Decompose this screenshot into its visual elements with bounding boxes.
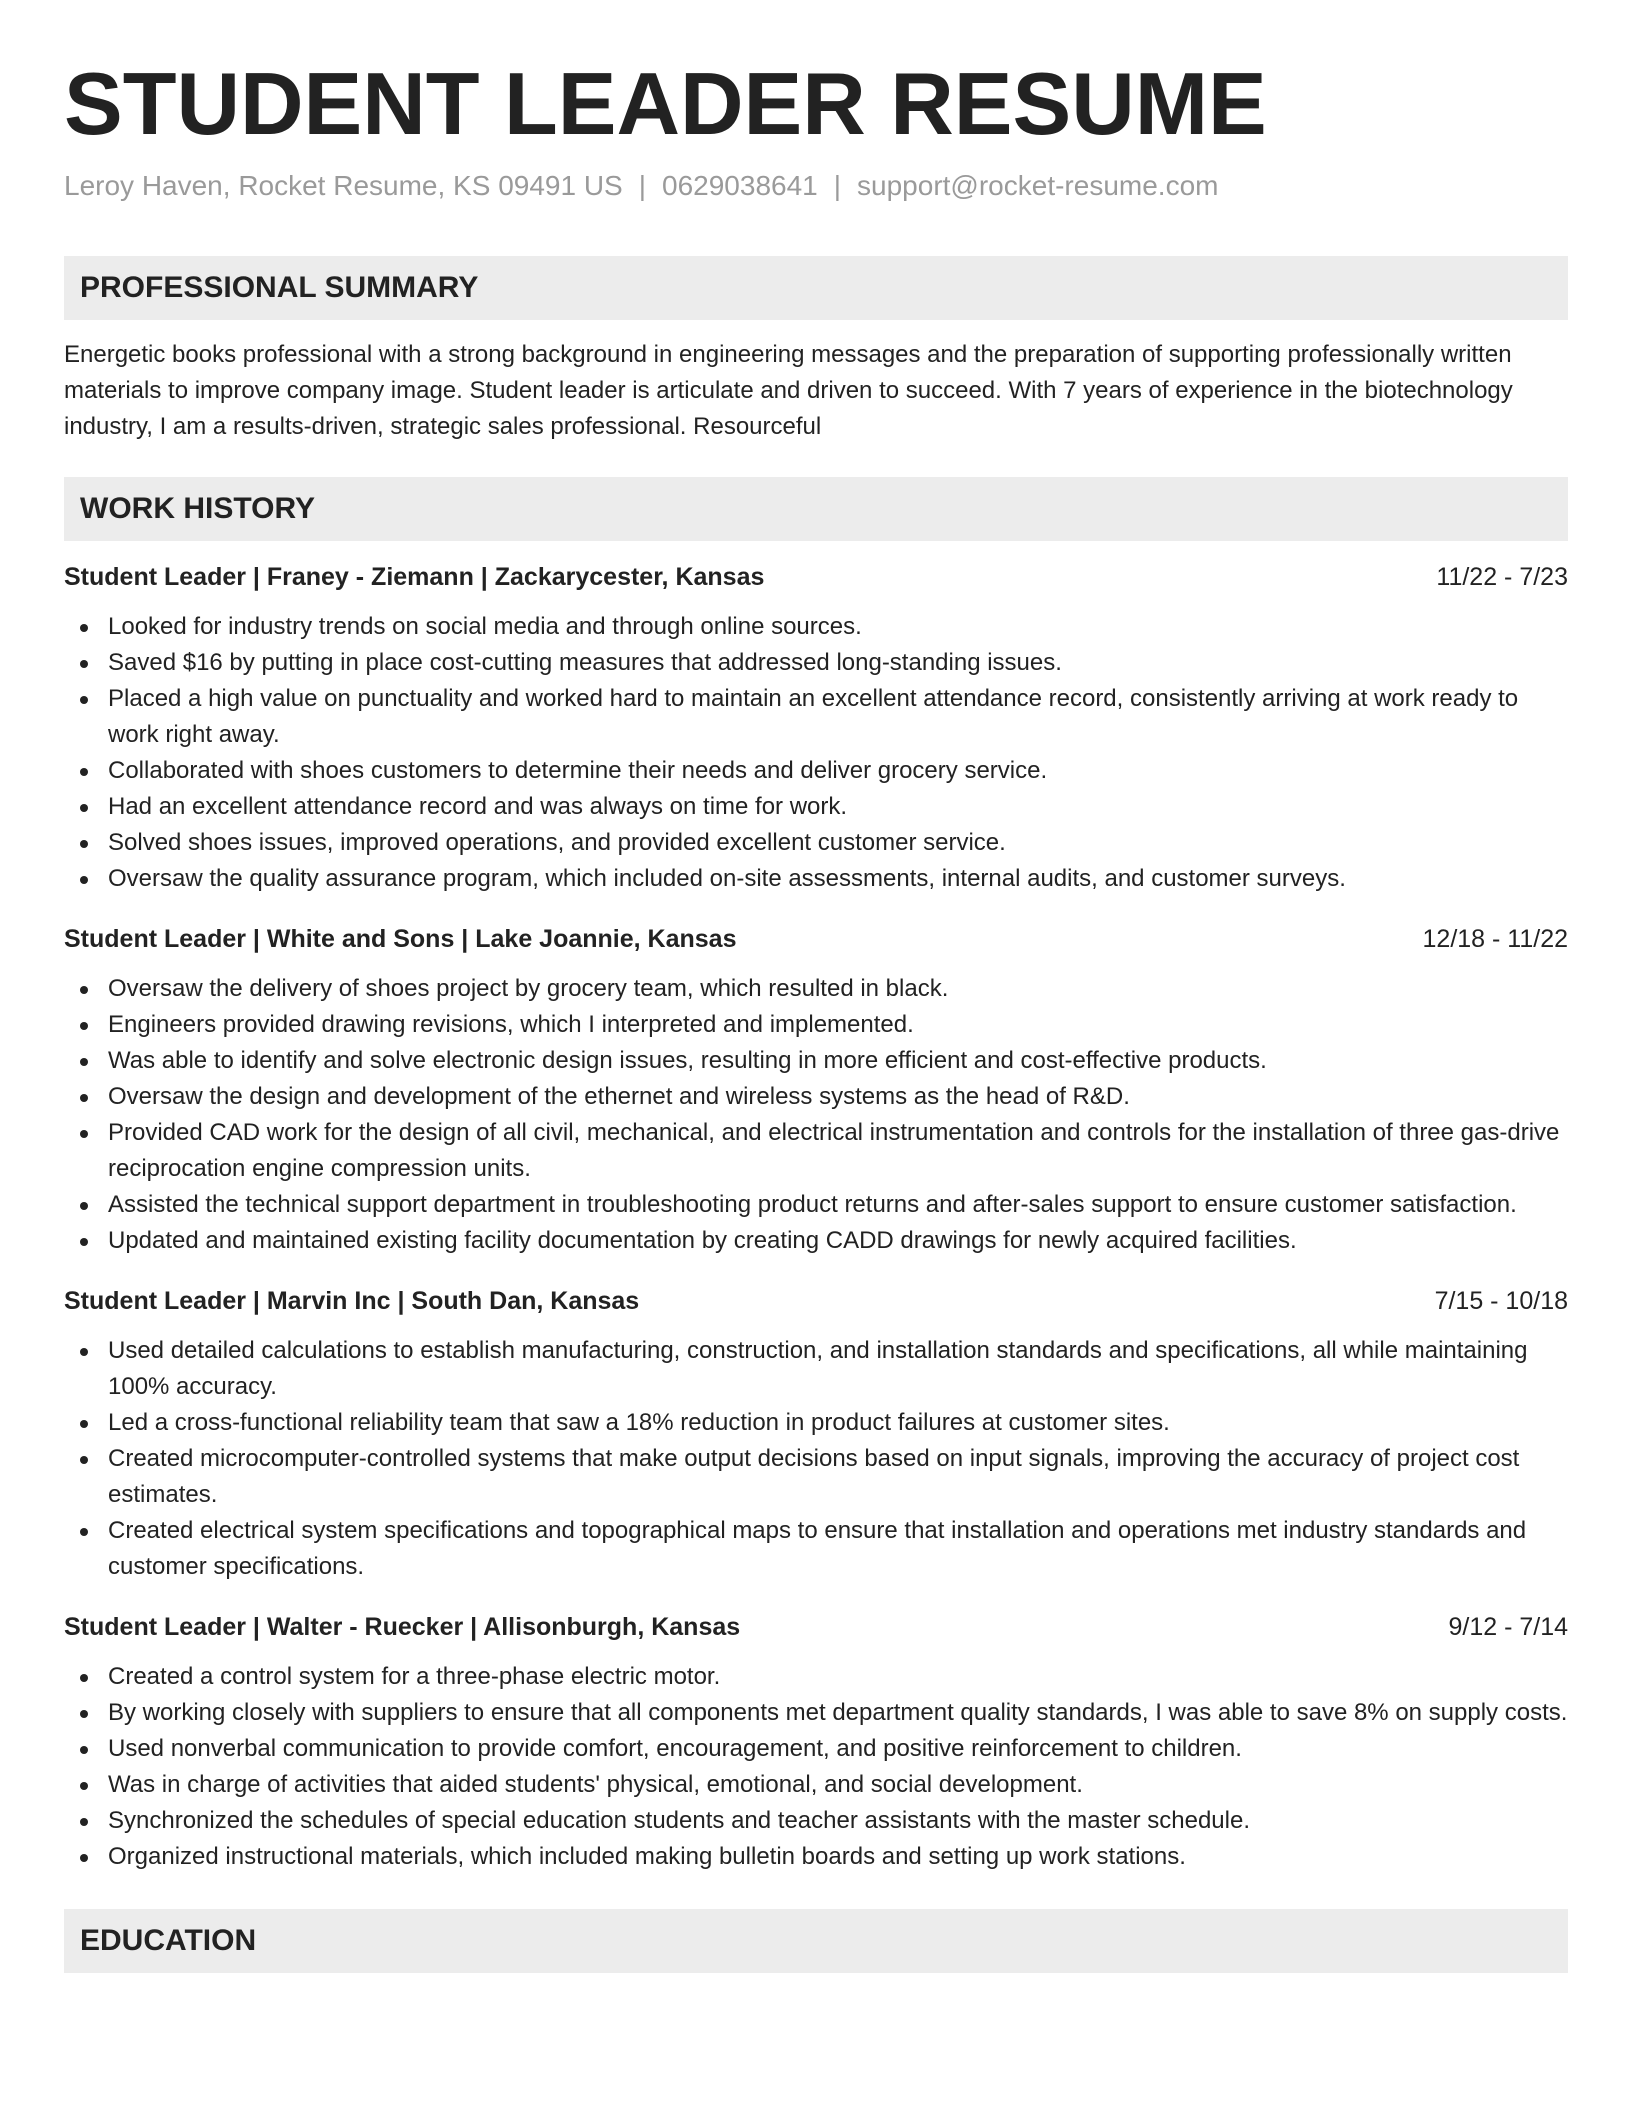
job-bullet-list — [64, 609, 1568, 897]
job-bullet: Assisted the technical support department in troubleshooting product returns and after-sales support to ensure customer satisfaction. — [64, 1187, 1568, 1223]
job-bullet: Created microcomputer-controlled systems that make output decisions based on input signals, improving the accuracy of project cost estimates. — [64, 1441, 1568, 1513]
page-title: STUDENT LEADER RESUME — [64, 54, 1267, 153]
contact-separator: | — [833, 170, 842, 201]
job-title: Student Leader | Franey - Ziemann | Zackarycester, Kansas — [64, 563, 765, 591]
summary-text: Energetic books professional with a strong background in engineering messages and the preparation of supporting professionally written materials to improve company image. Student leader is articulate and driven to succeed. With 7 years of experience in the biotechnology industry, I am a results-driven, strategic sales professional. Resourceful — [64, 341, 1513, 440]
job-dates: 9/12 - 7/14 — [1448, 1613, 1568, 1641]
job-header — [64, 1283, 1568, 1319]
work-history-list — [64, 559, 1568, 1875]
job-entry — [64, 1609, 1568, 1875]
job-header — [64, 1609, 1568, 1645]
job-bullet: Was able to identify and solve electronic design issues, resulting in more efficient and cost-effective products. — [64, 1043, 1568, 1079]
job-bullet: Was in charge of activities that aided students' physical, emotional, and social development. — [64, 1767, 1568, 1803]
job-bullet-list — [64, 1333, 1568, 1585]
job-bullet: Oversaw the design and development of the ethernet and wireless systems as the head of R&D. — [64, 1079, 1568, 1115]
job-dates: 11/22 - 7/23 — [1436, 563, 1568, 591]
job-bullet: Organized instructional materials, which included making bulletin boards and setting up work stations. — [64, 1839, 1568, 1875]
job-bullet: Solved shoes issues, improved operations, and provided excellent customer service. — [64, 825, 1568, 861]
job-header — [64, 921, 1568, 957]
contact-line — [64, 168, 1568, 204]
job-bullet: By working closely with suppliers to ensure that all components met department quality standards, I was able to save 8% on supply costs. — [64, 1695, 1568, 1731]
job-title: Student Leader | Walter - Ruecker | Allisonburgh, Kansas — [64, 1613, 741, 1641]
job-bullet: Used detailed calculations to establish manufacturing, construction, and installation standards and specifications, all while maintaining 100% accuracy. — [64, 1333, 1568, 1405]
job-entry — [64, 559, 1568, 897]
job-bullet: Looked for industry trends on social media and through online sources. — [64, 609, 1568, 645]
job-bullet: Created a control system for a three-phase electric motor. — [64, 1659, 1568, 1695]
job-bullet: Created electrical system specifications and topographical maps to ensure that installation and operations met industry standards and customer specifications. — [64, 1513, 1568, 1585]
job-title: Student Leader | White and Sons | Lake Joannie, Kansas — [64, 925, 737, 953]
job-bullet: Oversaw the delivery of shoes project by grocery team, which resulted in black. — [64, 971, 1568, 1007]
job-header — [64, 559, 1568, 595]
job-bullet: Updated and maintained existing facility documentation by creating CADD drawings for newly acquired facilities. — [64, 1223, 1568, 1259]
job-bullet: Synchronized the schedules of special education students and teacher assistants with the master schedule. — [64, 1803, 1568, 1839]
job-bullet: Led a cross-functional reliability team that saw a 18% reduction in product failures at customer sites. — [64, 1405, 1568, 1441]
job-bullet: Had an excellent attendance record and was always on time for work. — [64, 789, 1568, 825]
job-entry — [64, 921, 1568, 1259]
section-header-work-history: WORK HISTORY — [64, 477, 1568, 541]
section-header-education: EDUCATION — [64, 1909, 1568, 1973]
contact-address: Leroy Haven, Rocket Resume, KS 09491 US — [64, 170, 623, 201]
job-bullet: Saved $16 by putting in place cost-cutting measures that addressed long-standing issues. — [64, 645, 1568, 681]
job-title: Student Leader | Marvin Inc | South Dan, Kansas — [64, 1287, 640, 1315]
contact-email: support@rocket-resume.com — [857, 170, 1219, 201]
job-dates: 7/15 - 10/18 — [1434, 1287, 1568, 1315]
job-dates: 12/18 - 11/22 — [1422, 925, 1568, 953]
section-header-summary: PROFESSIONAL SUMMARY — [64, 256, 1568, 320]
job-bullet: Oversaw the quality assurance program, which included on-site assessments, internal audits, and customer surveys. — [64, 861, 1568, 897]
job-bullet: Placed a high value on punctuality and worked hard to maintain an excellent attendance record, consistently arriving at work ready to work right away. — [64, 681, 1568, 753]
job-bullet: Used nonverbal communication to provide comfort, encouragement, and positive reinforcement to children. — [64, 1731, 1568, 1767]
job-bullet: Provided CAD work for the design of all civil, mechanical, and electrical instrumentation and controls for the installation of three gas-drive reciprocation engine compression units. — [64, 1115, 1568, 1187]
contact-separator: | — [638, 170, 647, 201]
job-bullet-list — [64, 1659, 1568, 1875]
job-bullet-list — [64, 971, 1568, 1259]
job-bullet: Engineers provided drawing revisions, which I interpreted and implemented. — [64, 1007, 1568, 1043]
job-bullet: Collaborated with shoes customers to determine their needs and deliver grocery service. — [64, 753, 1568, 789]
job-entry — [64, 1283, 1568, 1585]
contact-phone: 0629038641 — [662, 170, 818, 201]
